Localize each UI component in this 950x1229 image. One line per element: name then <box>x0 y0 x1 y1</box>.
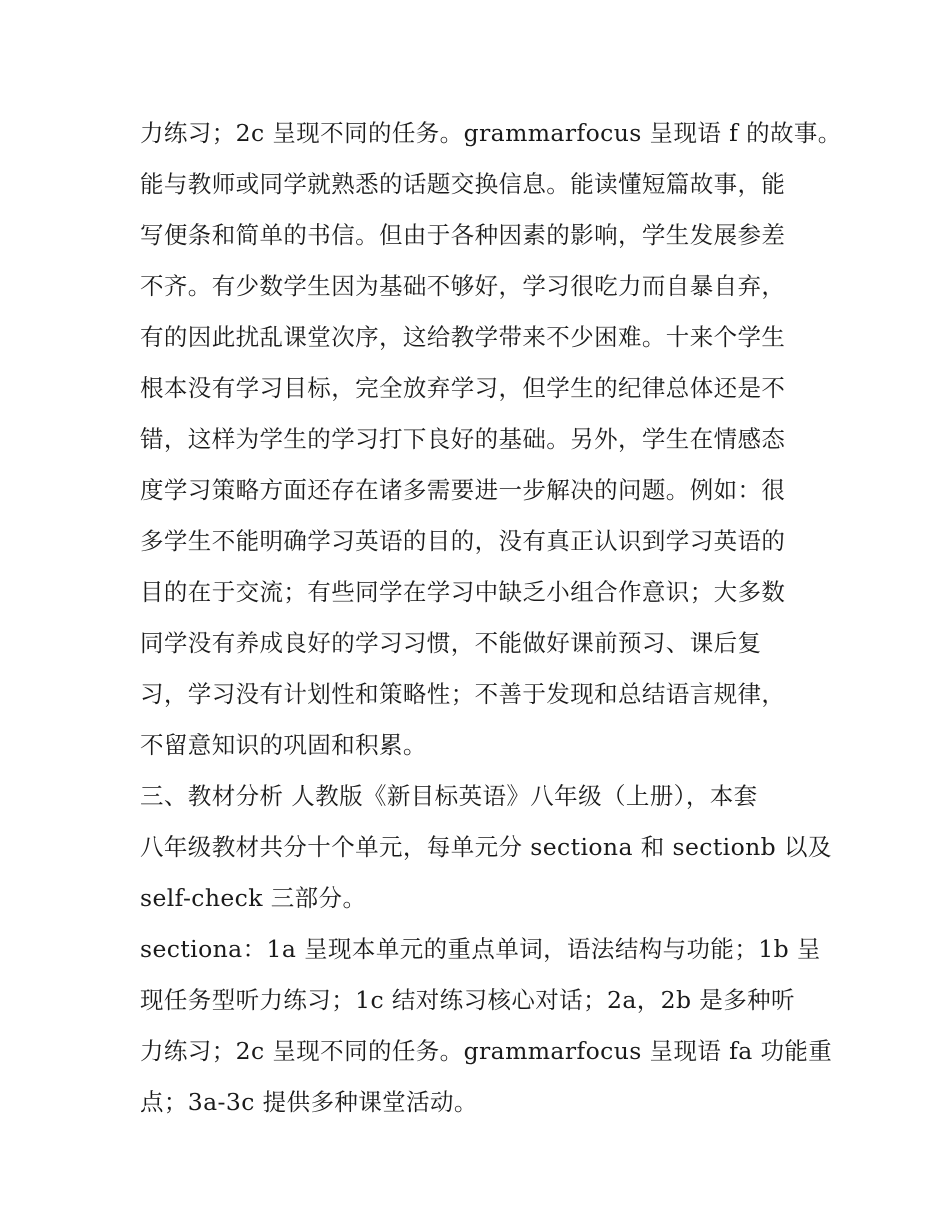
section-heading-line: 三、教材分析 人教版《新目标英语》八年级（上册），本套 <box>140 782 758 810</box>
text-line-17: sectiona：1a 呈现本单元的重点单词，语法结构与功能；1b 呈 <box>140 935 821 963</box>
text-line-9: 多学生不能明确学习英语的目的，没有真正认识到学习英语的 <box>140 527 786 555</box>
text-line-5: 有的因此扰乱课堂次序，这给教学带来不少困难。十来个学生 <box>140 323 786 351</box>
text-line-13: 不留意知识的巩固和积累。 <box>140 731 427 759</box>
text-line-6: 根本没有学习目标，完全放弃学习，但学生的纪律总体还是不 <box>140 374 786 402</box>
text-line-10: 目的在于交流；有些同学在学习中缺乏小组合作意识；大多数 <box>140 578 786 606</box>
text-line-11: 同学没有养成良好的学习习惯，不能做好课前预习、课后复 <box>140 629 762 657</box>
text-line-16: self-check 三部分。 <box>140 884 367 912</box>
text-line-7: 错，这样为学生的学习打下良好的基础。另外，学生在情感态 <box>140 425 786 453</box>
text-line-15: 八年级教材共分十个单元，每单元分 sectiona 和 sectionb 以及 <box>140 833 832 861</box>
body-text <box>140 108 842 1128</box>
text-line-20: 点；3a-3c 提供多种课堂活动。 <box>140 1088 478 1116</box>
text-line-19: 力练习；2c 呈现不同的任务。grammarfocus 呈现语 fa 功能重 <box>140 1037 833 1065</box>
text-line-8: 度学习策略方面还存在诸多需要进一步解决的问题。例如：很 <box>140 476 786 504</box>
text-line-1: 力练习；2c 呈现不同的任务。grammarfocus 呈现语 f 的故事。 <box>140 119 842 147</box>
text-line-3: 写便条和简单的书信。但由于各种因素的影响，学生发展参差 <box>140 221 786 249</box>
text-line-12: 习，学习没有计划性和策略性；不善于发现和总结语言规律， <box>140 680 786 708</box>
text-line-4: 不齐。有少数学生因为基础不够好，学习很吃力而自暴自弃， <box>140 272 786 300</box>
text-line-18: 现任务型听力练习；1c 结对练习核心对话；2a，2b 是多种听 <box>140 986 795 1014</box>
text-line-2: 能与教师或同学就熟悉的话题交换信息。能读懂短篇故事，能 <box>140 170 786 198</box>
